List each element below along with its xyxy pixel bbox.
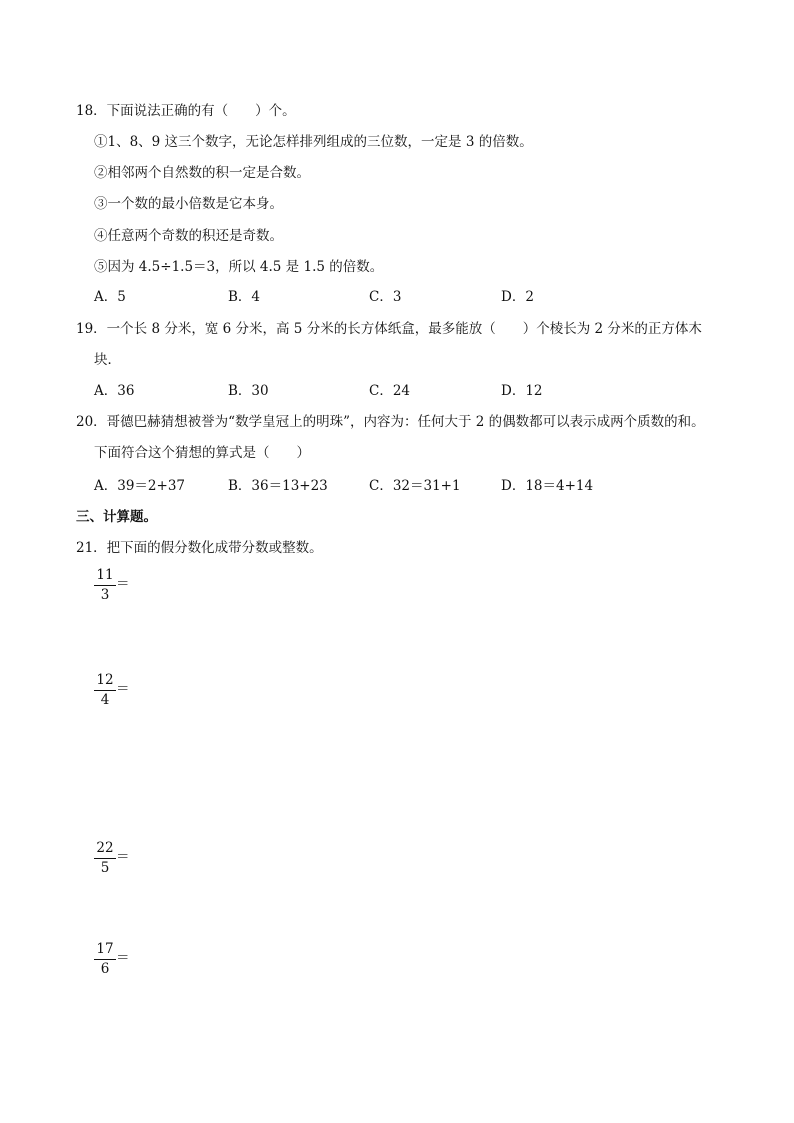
q19-option-d[interactable]: D．12 xyxy=(501,383,543,399)
fraction-item-2 xyxy=(94,672,134,712)
q18-option-d[interactable]: D．2 xyxy=(501,289,534,305)
q20-option-a[interactable]: A．39＝2+37 xyxy=(94,478,186,494)
fraction-item-1 xyxy=(94,567,134,607)
q18-statement-2: ②相邻两个自然数的积一定是合数。 xyxy=(94,165,310,181)
fraction-denominator: 5 xyxy=(100,860,110,876)
fraction-item-4 xyxy=(94,941,134,981)
q18-statement-1: ①1、8、9 这三个数字，无论怎样排列组成的三位数，一定是 3 的倍数。 xyxy=(94,134,533,150)
equals-sign: ＝ xyxy=(116,681,130,697)
equals-sign: ＝ xyxy=(116,576,130,592)
q18-statement-4: ④任意两个奇数的积还是奇数。 xyxy=(94,228,283,244)
q18-statement-3: ③一个数的最小倍数是它本身。 xyxy=(94,196,283,212)
q18-option-b[interactable]: B．4 xyxy=(228,289,261,305)
fraction-numerator: 12 xyxy=(96,672,114,688)
q19-option-c[interactable]: C．24 xyxy=(369,383,411,399)
fraction-bar xyxy=(94,690,116,691)
q20-option-c[interactable]: C．32＝31+1 xyxy=(369,478,461,494)
q19-stem-line1: 19．一个长 8 分米，宽 6 分米，高 5 分米的长方体纸盒，最多能放（ ）个棱长为 2 分米的正方体木 xyxy=(76,321,702,337)
fraction-denominator: 4 xyxy=(100,692,110,708)
q18-stem: 18．下面说法正确的有（ ）个。 xyxy=(76,103,296,119)
q19-stem-line2: 块． xyxy=(94,352,121,368)
fraction-item-3 xyxy=(94,840,134,880)
section-heading: 三、计算题。 xyxy=(76,509,157,525)
fraction-bar xyxy=(94,858,116,859)
fraction-numerator: 11 xyxy=(96,567,114,583)
equals-sign: ＝ xyxy=(116,950,130,966)
q20-option-b[interactable]: B．36＝13+23 xyxy=(228,478,328,494)
fraction-bar xyxy=(94,959,116,960)
q21-stem: 21．把下面的假分数化成带分数或整数。 xyxy=(76,540,323,556)
fraction-denominator: 3 xyxy=(100,587,110,603)
q20-stem-line2: 下面符合这个猜想的算式是（ ） xyxy=(94,445,310,461)
q20-option-d[interactable]: D．18＝4+14 xyxy=(501,478,594,494)
fraction-bar xyxy=(94,585,116,586)
fraction-denominator: 6 xyxy=(100,961,110,977)
fraction-numerator: 17 xyxy=(96,941,114,957)
fraction-numerator: 22 xyxy=(96,840,114,856)
q18-option-c[interactable]: C．3 xyxy=(369,289,402,305)
q18-statement-5: ⑤因为 4.5÷1.5＝3，所以 4.5 是 1.5 的倍数。 xyxy=(94,259,384,275)
q20-stem-line1: 20．哥德巴赫猜想被誉为“数学皇冠上的明珠”，内容为：任何大于 2 的偶数都可以表示成两个质数的和。 xyxy=(76,414,705,430)
q18-option-a[interactable]: A．5 xyxy=(94,289,126,305)
q19-option-b[interactable]: B．30 xyxy=(228,383,269,399)
q19-option-a[interactable]: A．36 xyxy=(94,383,135,399)
equals-sign: ＝ xyxy=(116,849,130,865)
